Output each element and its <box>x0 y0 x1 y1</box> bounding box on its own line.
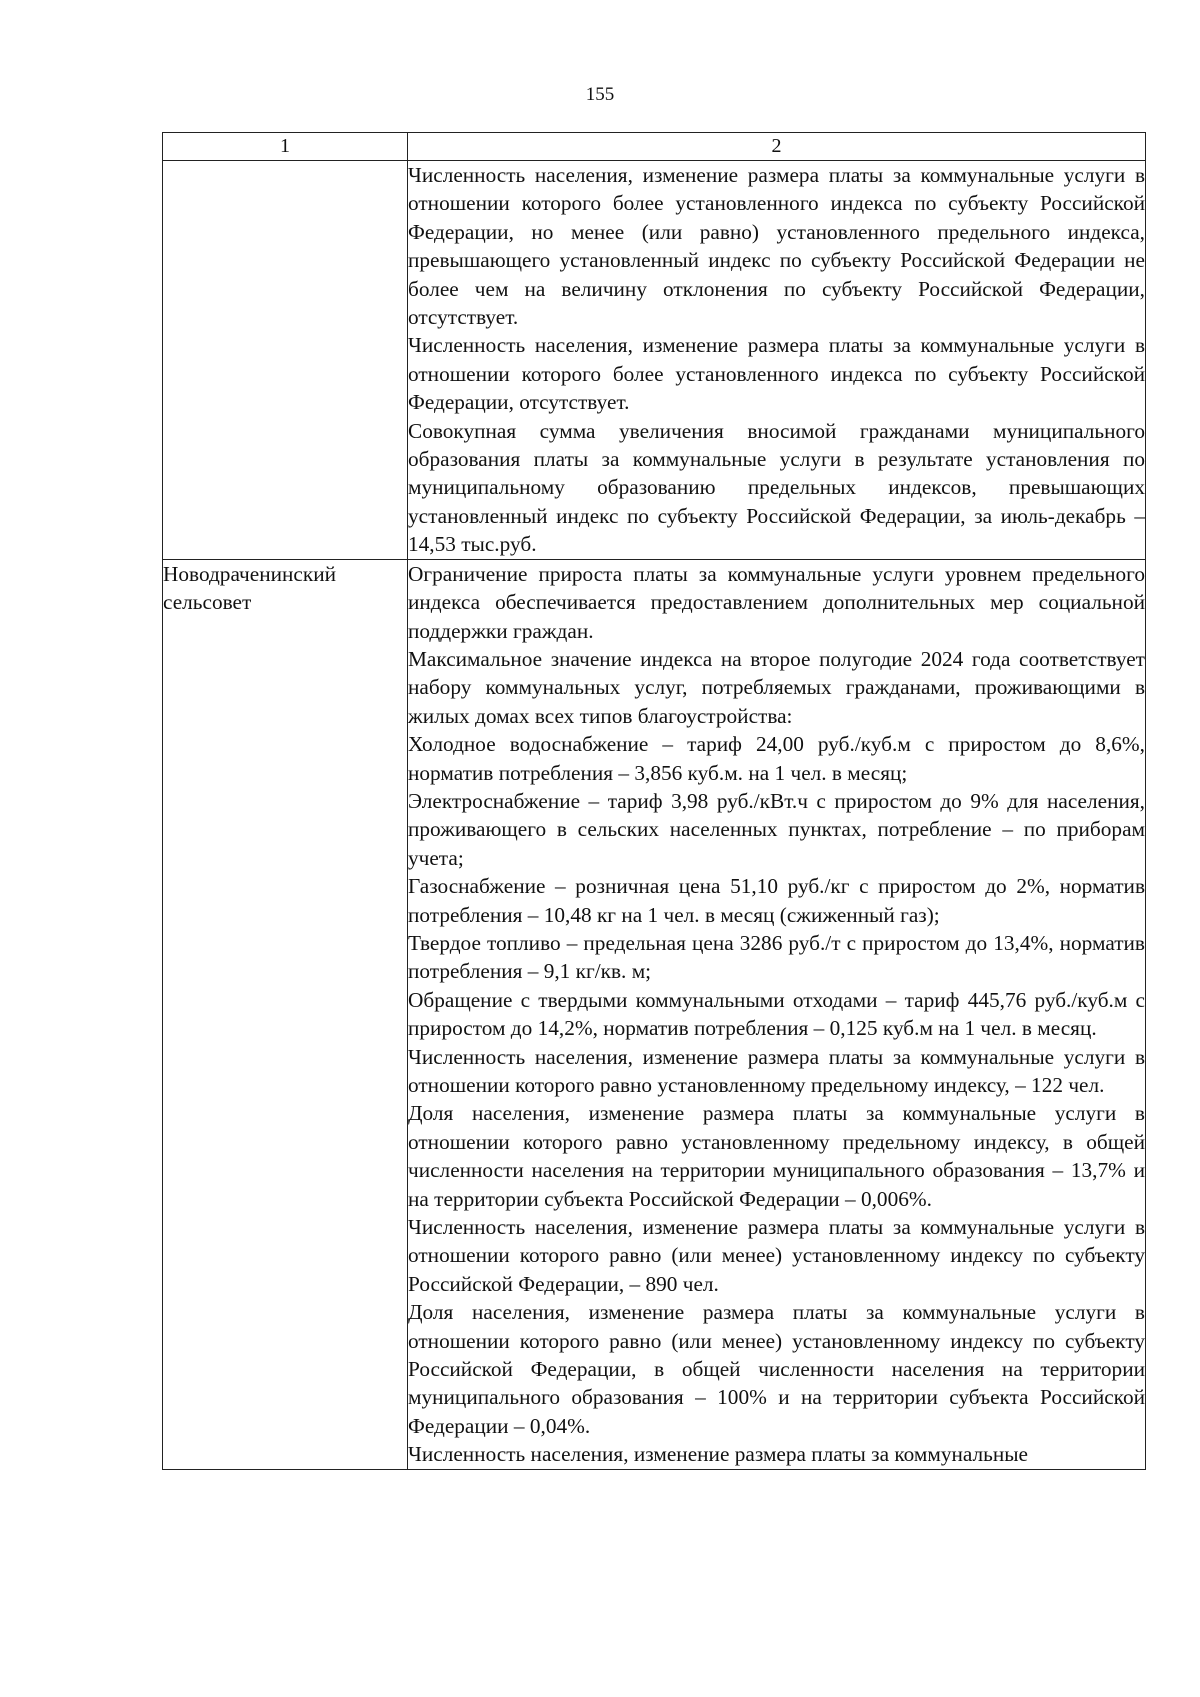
paragraph: Электроснабжение – тариф 3,98 руб./кВт.ч с приростом до 9% для населения, проживающего в сельских населенных пунктах, потребление – по приборам учета; <box>408 788 1145 870</box>
paragraph: Твердое топливо – предельная цена 3286 руб./т с приростом до 13,4%, норматив потребления – 9,1 кг/кв. м; <box>408 930 1145 984</box>
table-row <box>163 161 1146 560</box>
paragraph: Обращение с твердыми коммунальными отходами – тариф 445,76 руб./куб.м с приростом до 14,2%, норматив потребления – 0,125 куб.м на 1 чел. в месяц. <box>408 987 1145 1041</box>
paragraph: Численность населения, изменение размера платы за коммунальные услуги в отношении которого более установленного индекса по субъекту Российской Федерации, но менее (или равно) установленного предельного индекса, превышающего установленный индекс по субъекту Российской Федерации не более чем на величину отклонения по субъекту Российской Федерации, отсутствует. <box>408 163 1145 330</box>
paragraph: Доля населения, изменение размера платы за коммунальные услуги в отношении которого равно (или менее) установленному индексу по субъекту Российской Федерации, в общей численности населения на территории муниципального образования – 100% и на территории субъекта Российской Федерации – 0,04%. <box>408 1300 1145 1438</box>
table-header-row <box>163 133 1146 161</box>
paragraph: Численность населения, изменение размера платы за коммунальные услуги в отношении которого равно установленному предельному индексу, – 122 чел. <box>408 1044 1145 1097</box>
paragraph-continued: Численность населения, изменение размера платы за коммунальные <box>408 1442 1029 1467</box>
table-row <box>163 559 1146 1469</box>
column-header-2: 2 <box>408 133 1146 161</box>
description-cell <box>408 161 1146 560</box>
paragraph: Численность населения, изменение размера платы за коммунальные услуги в отношении которого равно (или менее) установленному индексу по субъекту Российской Федерации, – 890 чел. <box>408 1215 1145 1296</box>
municipality-cell <box>163 559 408 1469</box>
paragraph: Газоснабжение – розничная цена 51,10 руб./кг с приростом до 2%, норматив потребления – 10,48 кг на 1 чел. в месяц (сжиженный газ); <box>408 874 1145 927</box>
paragraph: Ограничение прироста платы за коммунальные услуги уровнем предельного индекса обеспечивается предоставлением дополнительных мер социальной поддержки граждан. <box>408 561 1145 643</box>
page-number: 155 <box>585 84 615 105</box>
municipality-name: Новодраченинский <box>163 561 337 586</box>
paragraph: Холодное водоснабжение – тариф 24,00 руб./куб.м с приростом до 8,6%, норматив потребления – 3,856 куб.м. на 1 чел. в месяц; <box>408 732 1145 785</box>
description-cell <box>408 559 1146 1469</box>
column-header-1: 1 <box>163 133 408 161</box>
municipality-cell-empty <box>163 161 408 560</box>
municipality-type: сельсовет <box>163 590 252 615</box>
document-table <box>162 132 1146 1470</box>
paragraph: Максимальное значение индекса на второе полугодие 2024 года соответствует набору коммунальных услуг, потребляемых гражданами, проживающими в жилых домах всех типов благоустройства: <box>408 646 1145 728</box>
paragraph: Численность населения, изменение размера платы за коммунальные услуги в отношении которого более установленного индекса по субъекту Российской Федерации, отсутствует. <box>408 333 1145 415</box>
paragraph: Доля населения, изменение размера платы за коммунальные услуги в отношении которого равно установленному предельному индексу, в общей численности населения на территории муниципального образования – 13,7% и на территории субъекта Российской Федерации – 0,006%. <box>408 1101 1145 1211</box>
paragraph: Совокупная сумма увеличения вносимой гражданами муниципального образования платы за коммунальные услуги в результате установления по муниципальному образованию предельных индексов, превышающих установленный индекс по субъекту Российской Федерации, за июль-декабрь – 14,53 тыс.руб. <box>408 418 1145 557</box>
